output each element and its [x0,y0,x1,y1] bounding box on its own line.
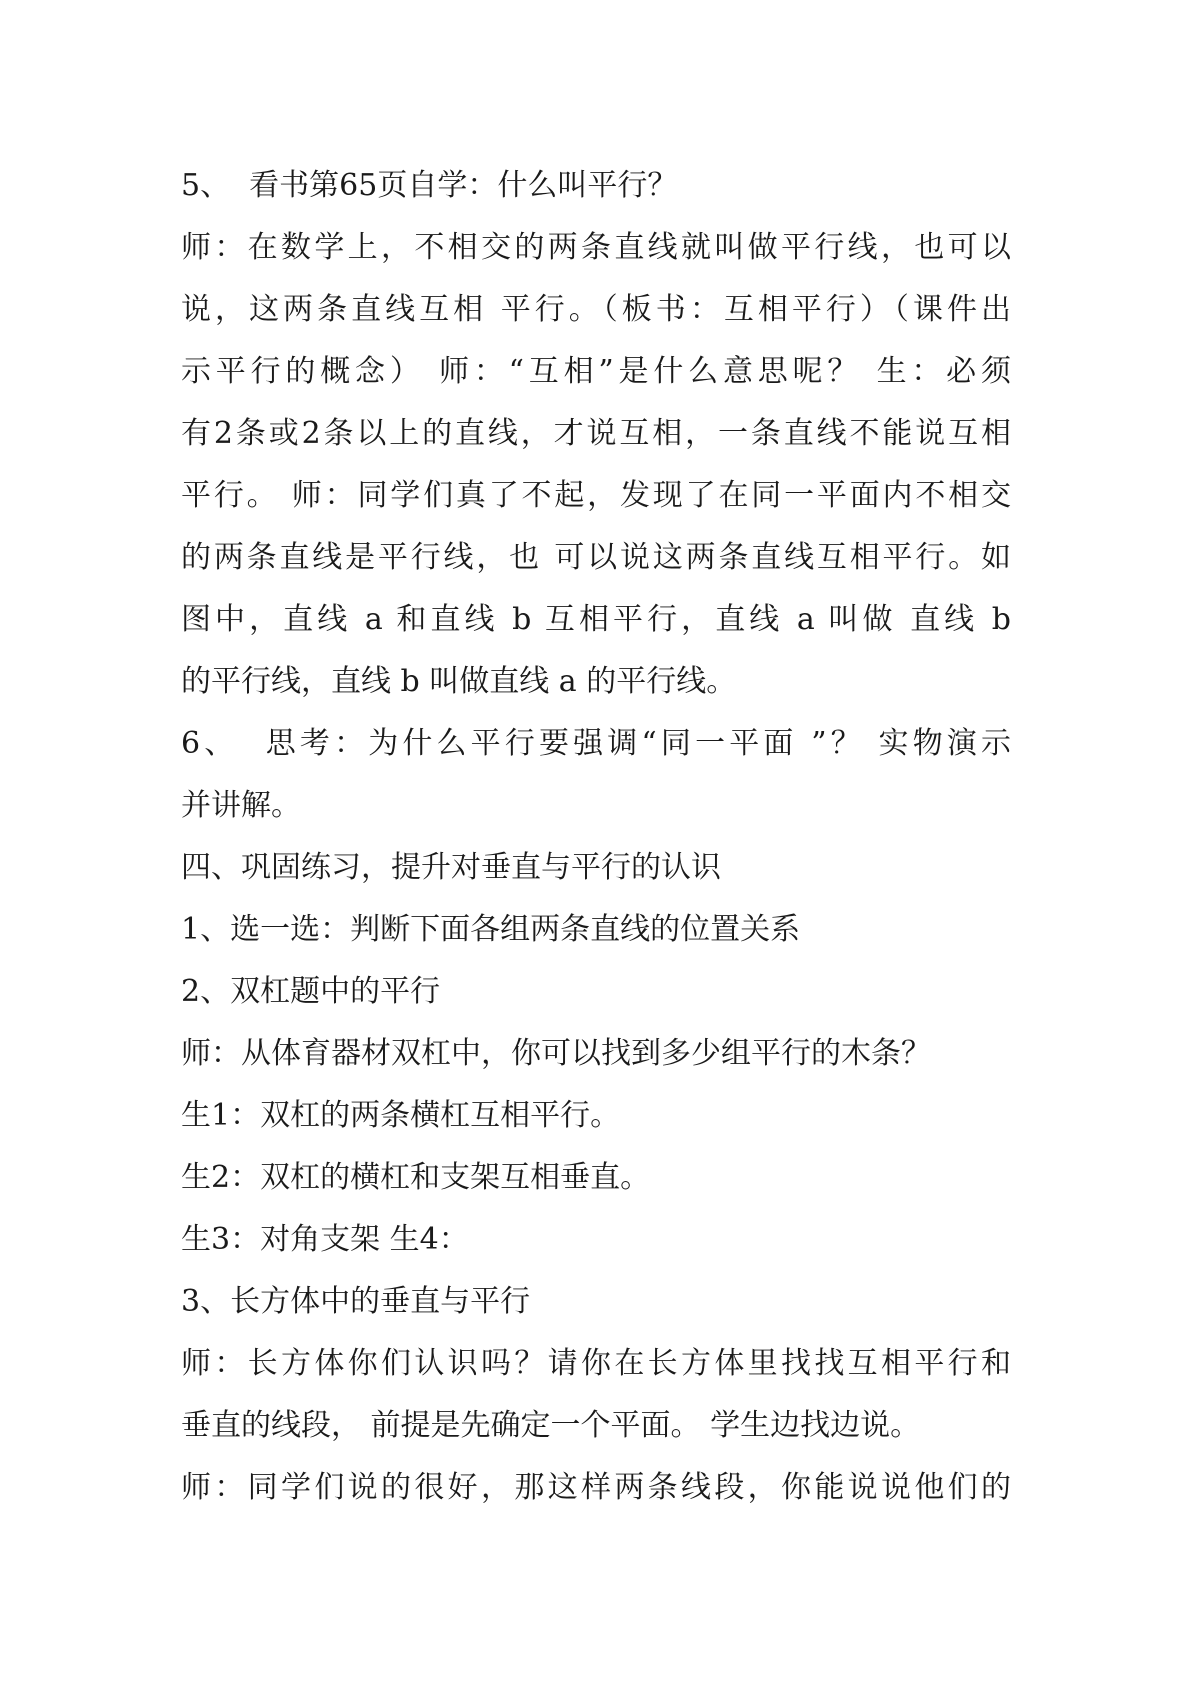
text-line: 并讲解。 [181,788,301,823]
text-line: 示平行的概念） 师：“互相”是什么意思呢？ 生：必须 [181,354,1011,389]
text-line: 说，这两条直线互相 平行。（板书：互相平行）（课件出 [181,292,1011,327]
text-line: 2、双杠题中的平行 [181,974,441,1009]
text-line: 图中，直线 a 和直线 b 互相平行，直线 a 叫做 直线 b [181,602,1011,637]
text-line: 垂直的线段， 前提是先确定一个平面。 学生边找边说。 [181,1408,921,1443]
text-line: 生3：对角支架 生4： [181,1222,469,1257]
text-line: 四、巩固练习，提升对垂直与平行的认识 [181,850,721,885]
text-line: 的两条直线是平行线，也 可以说这两条直线互相平行。如 [181,540,1011,575]
text-line: 有2条或2条以上的直线，才说互相，一条直线不能说互相 [181,416,1011,451]
text-line: 的平行线，直线 b 叫做直线 a 的平行线。 [181,664,737,699]
text-line: 5、 看书第65页自学：什么叫平行？ [181,168,678,203]
text-line: 师：在数学上，不相交的两条直线就叫做平行线，也可以 [181,230,1011,265]
text-line: 3、长方体中的垂直与平行 [181,1284,531,1319]
text-line: 生1：双杠的两条横杠互相平行。 [181,1098,621,1133]
text-line: 师：从体育器材双杠中，你可以找到多少组平行的木条？ [181,1036,931,1071]
text-line: 师：长方体你们认识吗？请你在长方体里找找互相平行和 [181,1346,1011,1381]
text-line: 平行。 师：同学们真了不起，发现了在同一平面内不相交 [181,478,1011,513]
document-body [181,155,1011,1519]
text-line: 6、 思考：为什么平行要强调“同一平面 ”？ 实物演示 [181,726,1011,761]
text-line: 1、选一选：判断下面各组两条直线的位置关系 [181,912,801,947]
text-line: 生2：双杠的横杠和支架互相垂直。 [181,1160,651,1195]
text-line: 师：同学们说的很好，那这样两条线段，你能说说他们的 [181,1470,1011,1505]
